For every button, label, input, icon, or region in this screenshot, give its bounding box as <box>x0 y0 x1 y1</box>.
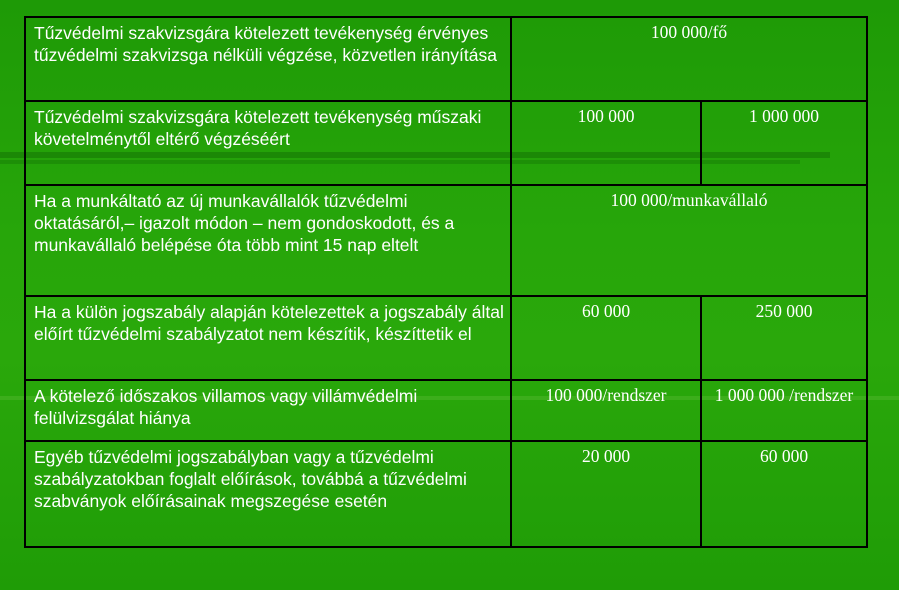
fine-amount: 100 000/munkavállaló <box>511 185 867 296</box>
fine-description: Tűzvédelmi szakvizsgára kötelezett tevékenység érvényes tűzvédelmi szakvizsga nélküli végzése, közvetlen irányítása <box>25 17 511 101</box>
table-row <box>25 17 867 101</box>
table-row <box>25 101 867 185</box>
fine-min-amount: 100 000/rendszer <box>511 380 701 441</box>
fine-max-amount: 60 000 <box>701 441 867 547</box>
table-row <box>25 185 867 296</box>
fine-max-amount: 250 000 <box>701 296 867 380</box>
fine-table <box>24 16 868 548</box>
fine-min-amount: 20 000 <box>511 441 701 547</box>
fine-description: Ha a külön jogszabály alapján kötelezettek a jogszabály által előírt tűzvédelmi szabályzatot nem készítik, készíttetik el <box>25 296 511 380</box>
fine-min-amount: 100 000 <box>511 101 701 185</box>
fine-description: Tűzvédelmi szakvizsgára kötelezett tevékenység műszaki követelménytől eltérő végzéséért <box>25 101 511 185</box>
table-row <box>25 441 867 547</box>
fine-max-amount: 1 000 000 <box>701 101 867 185</box>
fine-description: A kötelező időszakos villamos vagy villámvédelmi felülvizsgálat hiánya <box>25 380 511 441</box>
fine-amount: 100 000/fő <box>511 17 867 101</box>
table-row <box>25 296 867 380</box>
fine-description: Egyéb tűzvédelmi jogszabályban vagy a tűzvédelmi szabályzatokban foglalt előírások, továbbá a tűzvédelmi szabványok előírásainak megszegése esetén <box>25 441 511 547</box>
fine-description: Ha a munkáltató az új munkavállalók tűzvédelmi oktatásáról,– igazolt módon – nem gondoskodott, és a munkavállaló belépése óta több mint 15 nap eltelt <box>25 185 511 296</box>
fine-min-amount: 60 000 <box>511 296 701 380</box>
table-row <box>25 380 867 441</box>
fine-max-amount: 1 000 000 /rendszer <box>701 380 867 441</box>
